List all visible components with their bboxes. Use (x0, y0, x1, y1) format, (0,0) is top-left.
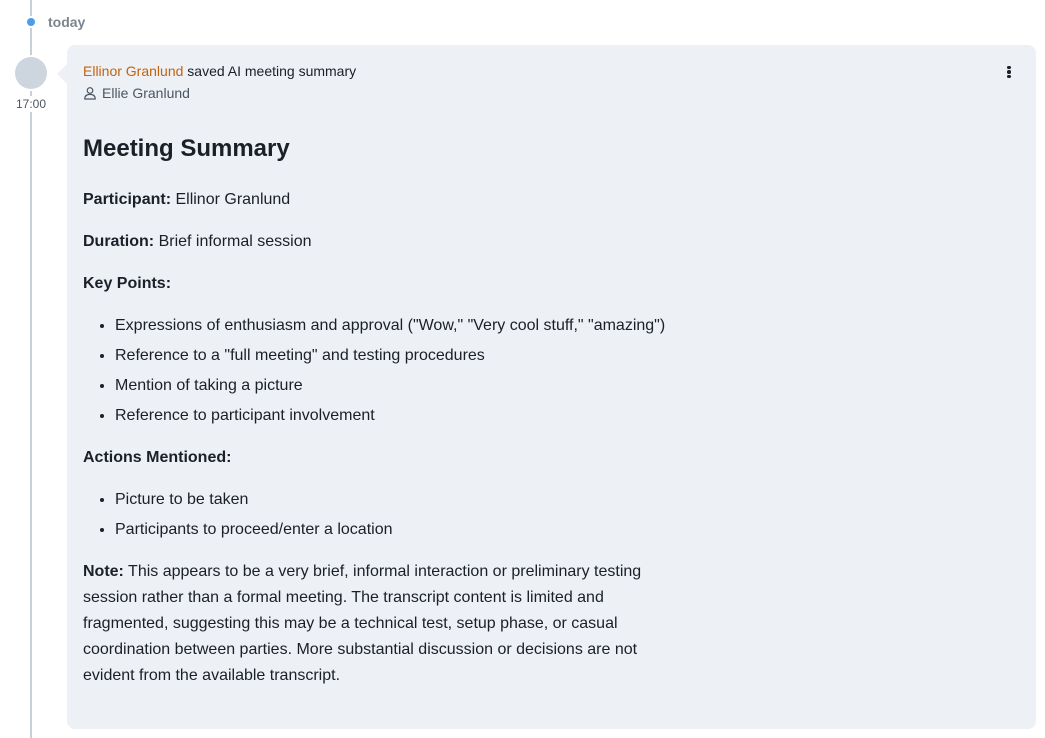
summary-content (83, 134, 683, 689)
activity-header (83, 63, 1020, 79)
user-icon (83, 86, 97, 100)
duration-value: Brief informal session (158, 233, 312, 250)
key-points-label: Key Points: (83, 275, 172, 292)
more-vertical-icon (1007, 64, 1011, 79)
list-item: • Participants to proceed/enter a location (115, 517, 683, 543)
participant-row (83, 187, 683, 213)
today-marker-dot (27, 18, 35, 26)
list-item: • Reference to participant involvement (115, 403, 683, 429)
day-label: today (48, 14, 86, 30)
list-item: • Expressions of enthusiasm and approval ("Wow," "Very cool stuff," "amazing") (115, 313, 683, 339)
note-text: This appears to be a very brief, informal interaction or preliminary testing session rather than a formal meeting. The transcript content is limited and fragmented, suggesting this may be a technical test, setup phase, or casual coordination between parties. More substantial discussion or decisions are not evident from the available transcript. (83, 563, 642, 684)
summary-title: Meeting Summary (83, 135, 290, 162)
author-link[interactable]: Ellinor Granlund (83, 63, 184, 79)
avatar (15, 57, 47, 89)
note-label: Note: (83, 563, 124, 580)
participant-value: Ellinor Granlund (175, 191, 291, 208)
duration-row (83, 229, 683, 255)
activity-card (67, 45, 1036, 729)
actions-heading (83, 445, 683, 471)
key-points-list (83, 313, 683, 429)
list-item: • Reference to a "full meeting" and testing procedures (115, 343, 683, 369)
note-paragraph (83, 559, 683, 689)
owner-row (83, 85, 1020, 101)
card-pointer (57, 64, 67, 84)
actions-label: Actions Mentioned: (83, 449, 232, 466)
activity-action: saved AI meeting summary (187, 63, 357, 79)
owner-name[interactable]: Ellie Granlund (102, 85, 190, 101)
participant-label: Participant: (83, 191, 172, 208)
list-item: • Mention of taking a picture (115, 373, 683, 399)
list-item: • Picture to be taken (115, 487, 683, 513)
actions-list (83, 487, 683, 543)
key-points-heading (83, 271, 683, 297)
entry-time: 17:00 (12, 96, 50, 112)
more-options-button[interactable] (996, 61, 1022, 83)
duration-label: Duration: (83, 233, 155, 250)
